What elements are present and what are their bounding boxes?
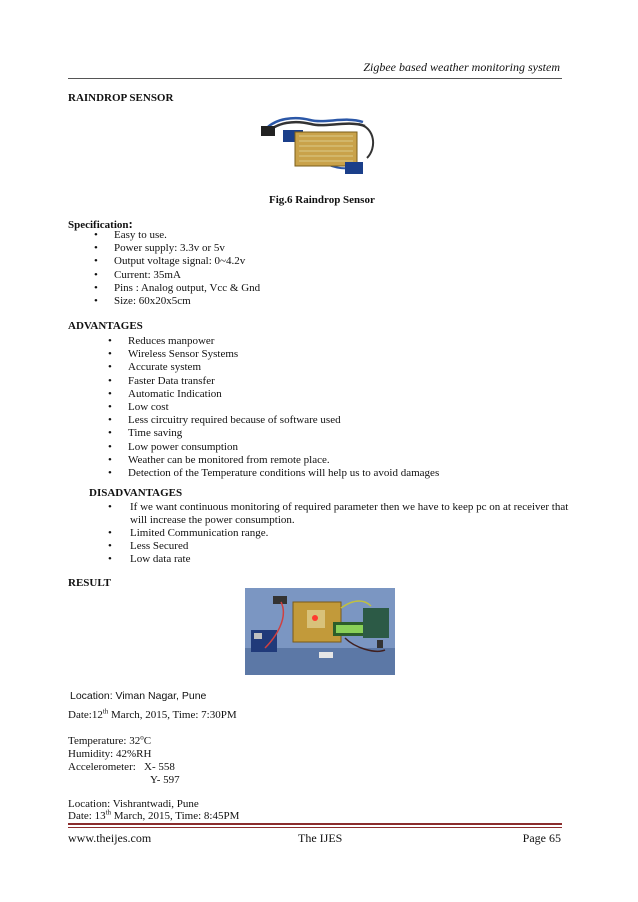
raindrop-sensor-image xyxy=(255,108,385,180)
figure-caption: Fig.6 Raindrop Sensor xyxy=(269,194,375,206)
list-item: • Power supply: 3.3v or 5v xyxy=(94,242,225,255)
specification-colon: : xyxy=(128,216,133,231)
list-item: • Easy to use. xyxy=(94,229,167,241)
list-item: • Size: 60x20x5cm xyxy=(94,295,191,308)
advantages-list xyxy=(108,335,440,480)
list-item: • Low power consumption xyxy=(108,440,238,453)
list-item: • Wireless Sensor Systems xyxy=(108,348,239,361)
header-rule xyxy=(68,78,562,79)
list-item: • Automatic Indication xyxy=(108,387,222,400)
result-date-1: Date:12th March, 2015, Time: 7:30PM xyxy=(68,707,237,721)
list-item: • Detection of the Temperature conditions will help us to avoid damages xyxy=(108,467,440,480)
list-item: • Less circuitry required because of software used xyxy=(108,414,341,427)
footer-website: www.theijes.com xyxy=(68,831,152,845)
running-header: Zigbee based weather monitoring system xyxy=(363,60,560,74)
specification-list xyxy=(94,229,261,308)
disadvantages-list xyxy=(108,501,570,566)
list-item: • Faster Data transfer xyxy=(108,374,215,387)
list-item: • Less Secured xyxy=(108,540,189,552)
result-location-1: Location: Viman Nagar, Pune xyxy=(70,690,207,702)
list-item: • Low data rate xyxy=(108,553,191,565)
list-item: • Low cost xyxy=(108,401,169,414)
result-accelerometer-x: Accelerometer: X- 558 xyxy=(68,761,175,773)
result-temperature: Temperature: 32$^o$C xyxy=(68,733,152,747)
result-humidity: Humidity: 42%RH xyxy=(68,748,152,760)
result-photo xyxy=(245,588,395,675)
list-item: • Time saving xyxy=(108,427,183,440)
list-item: • Accurate system xyxy=(108,361,201,374)
advantages-heading: ADVANTAGES xyxy=(68,320,143,332)
result-location-2: Location: Vishrantwadi, Pune xyxy=(68,798,199,810)
list-item: • If we want continuous monitoring of required parameter then we have to keep pc on at receiver that will increase the power consumption. xyxy=(108,501,569,526)
list-item: • Pins : Analog output, Vcc & Gnd xyxy=(94,281,261,294)
result-heading: RESULT xyxy=(68,577,112,589)
list-item: • Weather can be monitored from remote place. xyxy=(108,453,330,466)
footer-rule-thin xyxy=(68,827,562,828)
result-accelerometer-y: Y- 597 xyxy=(150,774,180,786)
specification-heading-text: Specification xyxy=(68,219,129,231)
disadvantages-heading: DISADVANTAGES xyxy=(89,487,183,499)
list-item: • Limited Communication range. xyxy=(108,527,269,539)
result-date-2: Date: 13th March, 2015, Time: 8:45PM xyxy=(68,808,240,822)
list-item: • Output voltage signal: 0~4.2v xyxy=(94,255,246,268)
list-item: • Current: 35mA xyxy=(94,268,181,281)
footer-journal: The IJES xyxy=(298,831,343,845)
raindrop-heading: RAINDROP SENSOR xyxy=(68,92,174,104)
list-item: • Reduces manpower xyxy=(108,335,215,347)
footer-page-number: Page 65 xyxy=(522,831,561,845)
footer-rule xyxy=(68,823,562,825)
